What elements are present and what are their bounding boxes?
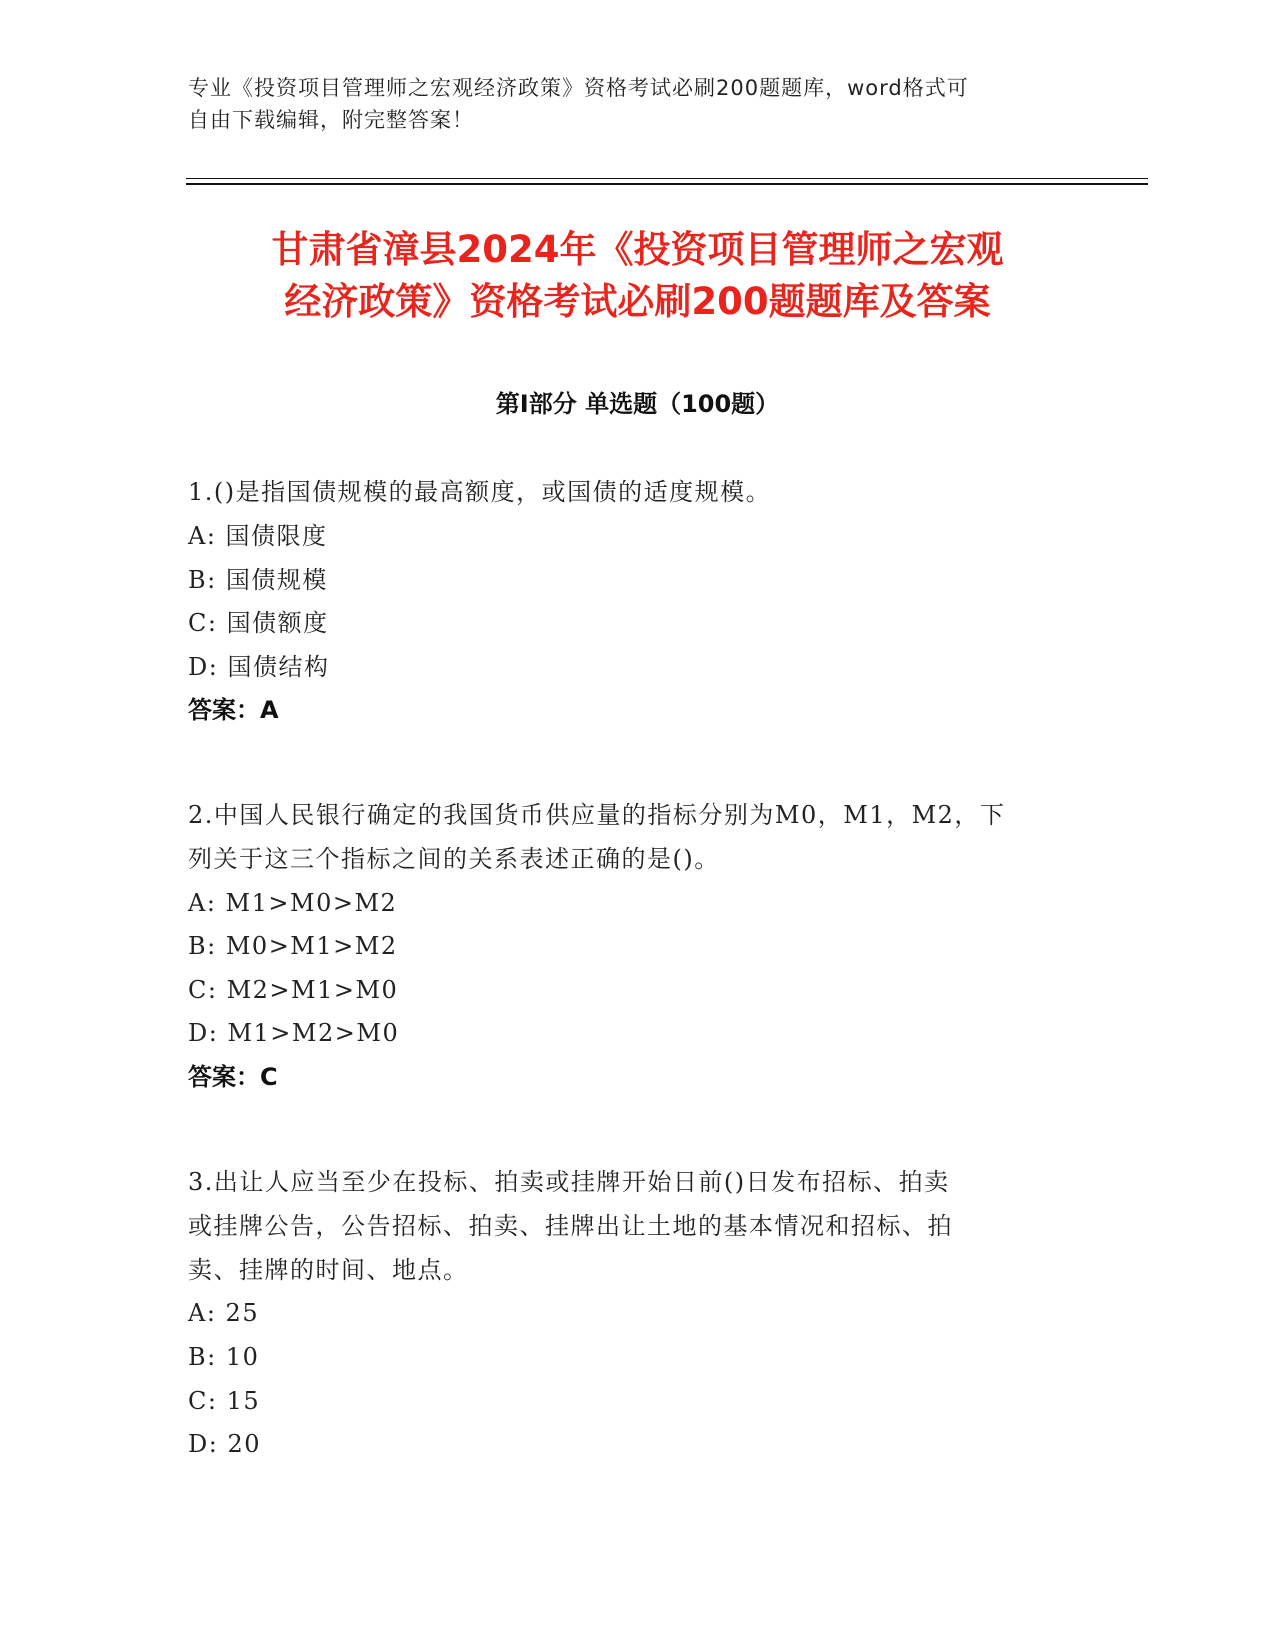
option-b: B: 国债规模 <box>188 566 328 594</box>
question-stem: 或挂牌公告，公告招标、拍卖、挂牌出让土地的基本情况和招标、拍 <box>188 1212 953 1240</box>
option-c: C: 15 <box>188 1387 261 1415</box>
question-stem: 3.出让人应当至少在投标、拍卖或挂牌开始日前()日发布招标、拍卖 <box>188 1168 950 1196</box>
option-b: B: M0>M1>M2 <box>188 932 398 960</box>
option-c: C: 国债额度 <box>188 609 329 637</box>
header-note-line: 自由下载编辑，附完整答案！ <box>188 108 474 132</box>
answer: 答案：A <box>188 696 279 724</box>
option-b: B: 10 <box>188 1343 260 1371</box>
option-d: D: 国债结构 <box>188 653 330 681</box>
question-stem: 2.中国人民银行确定的我国货币供应量的指标分别为M0，M1，M2，下 <box>188 801 1006 829</box>
option-d: D: 20 <box>188 1430 261 1458</box>
option-a: A: M1>M0>M2 <box>188 889 398 917</box>
question-stem: 卖、挂牌的时间、地点。 <box>188 1256 469 1284</box>
option-a: A: 国债限度 <box>188 522 328 550</box>
question-stem: 列关于这三个指标之间的关系表述正确的是()。 <box>188 845 720 873</box>
document-title-line: 经济政策》资格考试必刷200题题库及答案 <box>284 280 991 323</box>
section-heading: 第I部分 单选题（100题） <box>495 390 780 418</box>
document-title <box>150 224 1125 328</box>
answer: 答案：C <box>188 1063 278 1091</box>
question-stem: 1.()是指国债规模的最高额度，或国债的适度规模。 <box>188 478 772 506</box>
header-divider-thick <box>186 183 1148 185</box>
document-title-line: 甘肃省漳县2024年《投资项目管理师之宏观 <box>271 228 1004 271</box>
option-a: A: 25 <box>188 1299 260 1327</box>
option-d: D: M1>M2>M0 <box>188 1019 400 1047</box>
option-c: C: M2>M1>M0 <box>188 976 399 1004</box>
header-divider-thin <box>186 178 1148 179</box>
header-note <box>188 72 1068 136</box>
header-note-line: 专业《投资项目管理师之宏观经济政策》资格考试必刷200题题库，word格式可 <box>188 76 969 100</box>
